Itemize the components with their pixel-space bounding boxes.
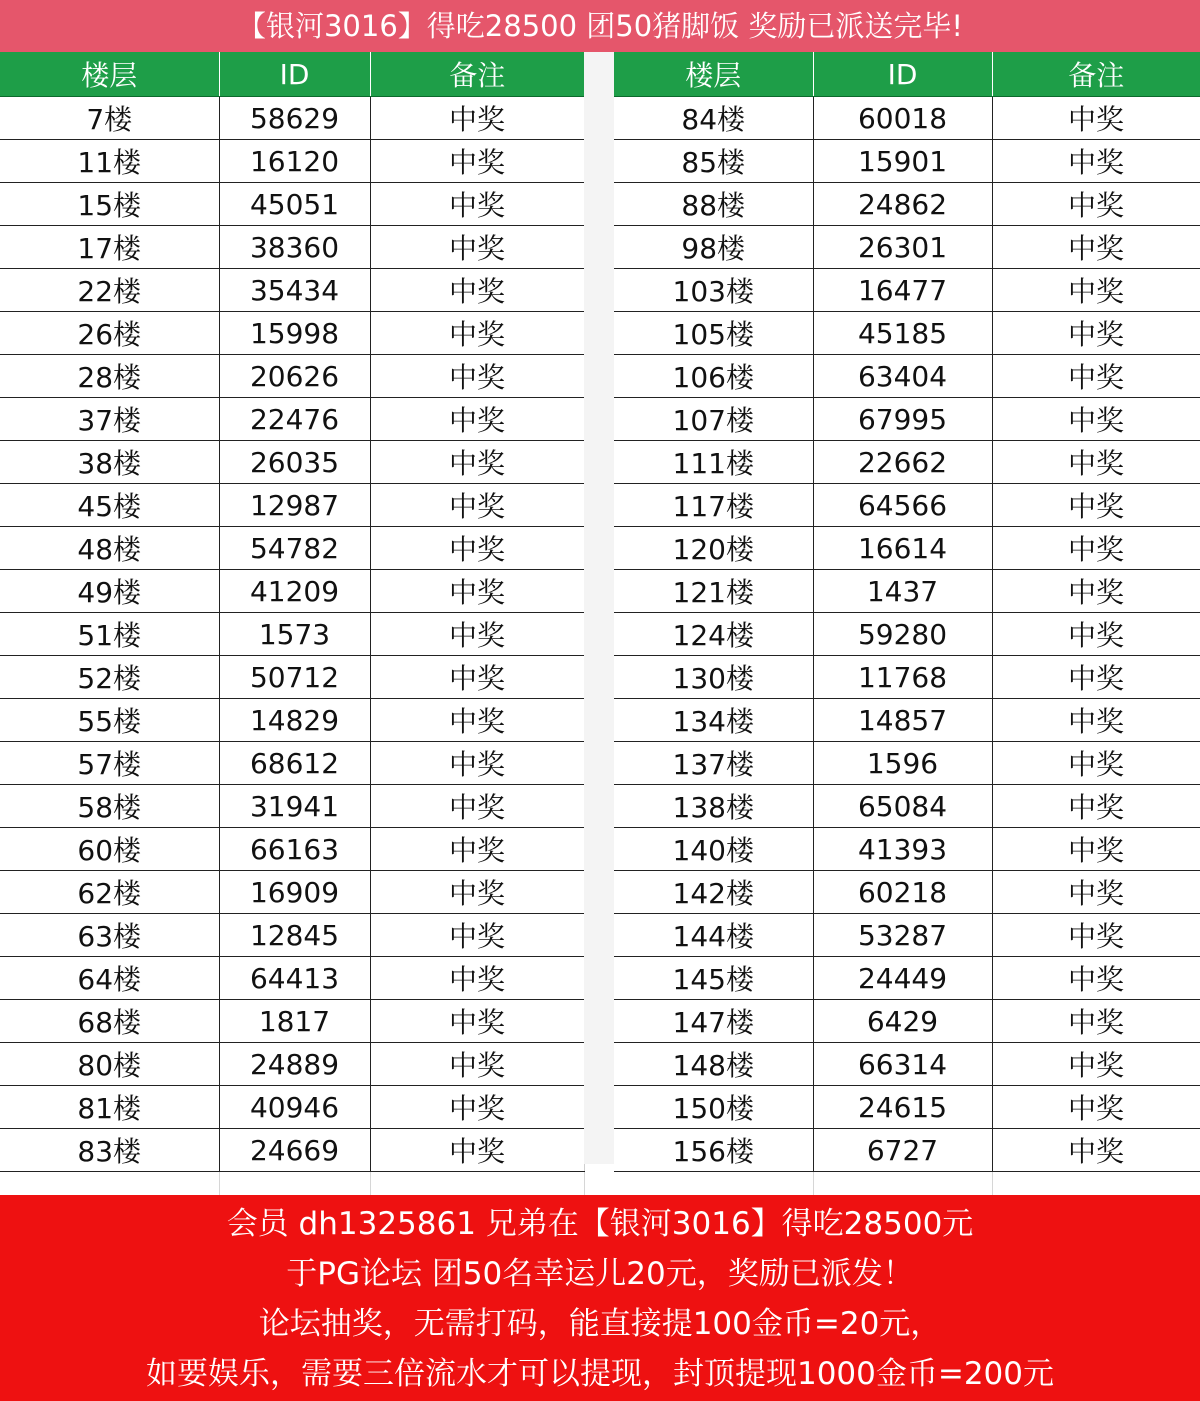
floor-cell: 38楼 (0, 441, 219, 484)
note-cell: 中奖 (992, 441, 1200, 484)
id-cell: 1596 (813, 742, 992, 785)
note-cell: 中奖 (370, 957, 584, 1000)
header-floor: 楼层 (614, 52, 813, 97)
table-row (614, 1000, 1200, 1043)
header-id: ID (219, 52, 370, 97)
floor-cell: 17楼 (0, 226, 219, 269)
floor-cell: 55楼 (0, 699, 219, 742)
table-row (0, 699, 584, 742)
id-cell: 24889 (219, 1043, 370, 1086)
id-cell: 26035 (219, 441, 370, 484)
table-row (0, 656, 584, 699)
note-cell: 中奖 (992, 1129, 1200, 1172)
id-cell: 35434 (219, 269, 370, 312)
id-cell: 50712 (219, 656, 370, 699)
id-cell: 45185 (813, 312, 992, 355)
table-row (0, 914, 584, 957)
footer-banner (0, 1195, 1200, 1401)
id-cell: 68612 (219, 742, 370, 785)
header-note: 备注 (370, 52, 584, 97)
floor-cell: 37楼 (0, 398, 219, 441)
winners-table-left (0, 52, 585, 1202)
note-cell: 中奖 (992, 785, 1200, 828)
id-cell: 64413 (219, 957, 370, 1000)
floor-cell: 105楼 (614, 312, 813, 355)
table-row (614, 140, 1200, 183)
floor-cell: 51楼 (0, 613, 219, 656)
id-cell: 53287 (813, 914, 992, 957)
floor-cell: 58楼 (0, 785, 219, 828)
id-cell: 64566 (813, 484, 992, 527)
note-cell: 中奖 (370, 699, 584, 742)
note-cell: 中奖 (992, 183, 1200, 226)
note-cell: 中奖 (370, 871, 584, 914)
floor-cell: 145楼 (614, 957, 813, 1000)
header-id: ID (813, 52, 992, 97)
floor-cell: 148楼 (614, 1043, 813, 1086)
floor-cell: 81楼 (0, 1086, 219, 1129)
table-row (0, 742, 584, 785)
floor-cell: 156楼 (614, 1129, 813, 1172)
floor-cell: 22楼 (0, 269, 219, 312)
header-note: 备注 (992, 52, 1200, 97)
note-cell: 中奖 (992, 1086, 1200, 1129)
table-row (614, 656, 1200, 699)
table-row (614, 527, 1200, 570)
floor-cell: 85楼 (614, 140, 813, 183)
table-row (614, 398, 1200, 441)
table-row (0, 97, 584, 140)
floor-cell: 120楼 (614, 527, 813, 570)
id-cell: 66314 (813, 1043, 992, 1086)
id-cell: 40946 (219, 1086, 370, 1129)
note-cell: 中奖 (992, 97, 1200, 140)
id-cell: 24669 (219, 1129, 370, 1172)
table-body-right (614, 97, 1200, 1203)
footer-line: 会员 dh1325861 兄弟在【银河3016】得吃28500元 (226, 1206, 974, 1242)
note-cell: 中奖 (370, 97, 584, 140)
note-cell: 中奖 (992, 914, 1200, 957)
id-cell: 38360 (219, 226, 370, 269)
id-cell: 63404 (813, 355, 992, 398)
table-row (614, 441, 1200, 484)
note-cell: 中奖 (370, 441, 584, 484)
id-cell: 26301 (813, 226, 992, 269)
id-cell: 16477 (813, 269, 992, 312)
id-cell: 31941 (219, 785, 370, 828)
floor-cell: 142楼 (614, 871, 813, 914)
id-cell: 11768 (813, 656, 992, 699)
id-cell: 1573 (219, 613, 370, 656)
footer-line: 如要娱乐，需要三倍流水才可以提现，封顶提现1000金币=200元 (145, 1356, 1055, 1392)
note-cell: 中奖 (370, 269, 584, 312)
id-cell: 58629 (219, 97, 370, 140)
id-cell: 20626 (219, 355, 370, 398)
note-cell: 中奖 (370, 1043, 584, 1086)
note-cell: 中奖 (370, 1086, 584, 1129)
note-cell: 中奖 (992, 140, 1200, 183)
table-row (0, 355, 584, 398)
floor-cell: 134楼 (614, 699, 813, 742)
note-cell: 中奖 (370, 183, 584, 226)
table-header-row (614, 52, 1200, 97)
table-row (614, 742, 1200, 785)
id-cell: 22476 (219, 398, 370, 441)
floor-cell: 144楼 (614, 914, 813, 957)
table-body-left (0, 97, 584, 1203)
note-cell: 中奖 (992, 699, 1200, 742)
id-cell: 41393 (813, 828, 992, 871)
floor-cell: 117楼 (614, 484, 813, 527)
floor-cell: 63楼 (0, 914, 219, 957)
note-cell: 中奖 (370, 742, 584, 785)
note-cell: 中奖 (992, 398, 1200, 441)
table-row (614, 914, 1200, 957)
table-row (0, 785, 584, 828)
note-cell: 中奖 (370, 140, 584, 183)
id-cell: 14857 (813, 699, 992, 742)
id-cell: 65084 (813, 785, 992, 828)
floor-cell: 28楼 (0, 355, 219, 398)
id-cell: 67995 (813, 398, 992, 441)
note-cell: 中奖 (992, 527, 1200, 570)
id-cell: 24449 (813, 957, 992, 1000)
id-cell: 22662 (813, 441, 992, 484)
table-row (614, 1086, 1200, 1129)
table-row (614, 570, 1200, 613)
id-cell: 60218 (813, 871, 992, 914)
id-cell: 6429 (813, 1000, 992, 1043)
table-row (614, 785, 1200, 828)
floor-cell: 83楼 (0, 1129, 219, 1172)
table-row (614, 97, 1200, 140)
table-row (614, 828, 1200, 871)
id-cell: 24615 (813, 1086, 992, 1129)
id-cell: 24862 (813, 183, 992, 226)
id-cell: 41209 (219, 570, 370, 613)
note-cell: 中奖 (370, 527, 584, 570)
id-cell: 15998 (219, 312, 370, 355)
note-cell: 中奖 (370, 570, 584, 613)
note-cell: 中奖 (992, 570, 1200, 613)
id-cell: 16909 (219, 871, 370, 914)
table-row (614, 484, 1200, 527)
note-cell: 中奖 (370, 613, 584, 656)
table-row (0, 226, 584, 269)
floor-cell: 111楼 (614, 441, 813, 484)
table-row (0, 613, 584, 656)
table-gap (584, 52, 614, 1164)
table-row (0, 570, 584, 613)
note-cell: 中奖 (992, 269, 1200, 312)
table-row (0, 828, 584, 871)
floor-cell: 7楼 (0, 97, 219, 140)
id-cell: 16614 (813, 527, 992, 570)
note-cell: 中奖 (992, 1000, 1200, 1043)
note-cell: 中奖 (370, 656, 584, 699)
floor-cell: 147楼 (614, 1000, 813, 1043)
table-row (0, 183, 584, 226)
note-cell: 中奖 (992, 1043, 1200, 1086)
floor-cell: 137楼 (614, 742, 813, 785)
table-row (0, 1000, 584, 1043)
floor-cell: 138楼 (614, 785, 813, 828)
id-cell: 16120 (219, 140, 370, 183)
note-cell: 中奖 (992, 828, 1200, 871)
table-row (0, 1086, 584, 1129)
floor-cell: 64楼 (0, 957, 219, 1000)
table-row (0, 871, 584, 914)
table-row (0, 140, 584, 183)
table-row (614, 312, 1200, 355)
note-cell: 中奖 (370, 785, 584, 828)
table-row (614, 1129, 1200, 1172)
floor-cell: 107楼 (614, 398, 813, 441)
note-cell: 中奖 (992, 484, 1200, 527)
table-row (614, 355, 1200, 398)
footer-line: 于PG论坛 团50名幸运儿20元，奖励已派发！ (286, 1256, 914, 1292)
note-cell: 中奖 (992, 871, 1200, 914)
floor-cell: 106楼 (614, 355, 813, 398)
id-cell: 59280 (813, 613, 992, 656)
id-cell: 14829 (219, 699, 370, 742)
id-cell: 60018 (813, 97, 992, 140)
note-cell: 中奖 (370, 1000, 584, 1043)
table-row (614, 226, 1200, 269)
floor-cell: 98楼 (614, 226, 813, 269)
id-cell: 54782 (219, 527, 370, 570)
floor-cell: 62楼 (0, 871, 219, 914)
floor-cell: 45楼 (0, 484, 219, 527)
floor-cell: 121楼 (614, 570, 813, 613)
table-row (614, 183, 1200, 226)
id-cell: 1437 (813, 570, 992, 613)
floor-cell: 57楼 (0, 742, 219, 785)
note-cell: 中奖 (992, 226, 1200, 269)
table-row (0, 1129, 584, 1172)
note-cell: 中奖 (370, 312, 584, 355)
floor-cell: 52楼 (0, 656, 219, 699)
table-row (0, 398, 584, 441)
floor-cell: 88楼 (614, 183, 813, 226)
table-row (0, 957, 584, 1000)
floor-cell: 124楼 (614, 613, 813, 656)
note-cell: 中奖 (370, 914, 584, 957)
floor-cell: 150楼 (614, 1086, 813, 1129)
page-title: 【银河3016】得吃28500 团50猪脚饭 奖励已派送完毕! (0, 0, 1200, 52)
table-header-row (0, 52, 584, 97)
note-cell: 中奖 (992, 312, 1200, 355)
note-cell: 中奖 (370, 828, 584, 871)
note-cell: 中奖 (992, 957, 1200, 1000)
id-cell: 45051 (219, 183, 370, 226)
table-row (614, 613, 1200, 656)
id-cell: 66163 (219, 828, 370, 871)
note-cell: 中奖 (370, 1129, 584, 1172)
table-row (614, 1043, 1200, 1086)
table-row (614, 699, 1200, 742)
id-cell: 1817 (219, 1000, 370, 1043)
id-cell: 15901 (813, 140, 992, 183)
note-cell: 中奖 (992, 742, 1200, 785)
floor-cell: 48楼 (0, 527, 219, 570)
table-row (0, 312, 584, 355)
floor-cell: 49楼 (0, 570, 219, 613)
id-cell: 6727 (813, 1129, 992, 1172)
winners-table-right (614, 52, 1200, 1202)
floor-cell: 26楼 (0, 312, 219, 355)
table-row (0, 1043, 584, 1086)
note-cell: 中奖 (370, 355, 584, 398)
note-cell: 中奖 (370, 484, 584, 527)
id-cell: 12845 (219, 914, 370, 957)
table-row (614, 957, 1200, 1000)
floor-cell: 68楼 (0, 1000, 219, 1043)
table-row (614, 269, 1200, 312)
note-cell: 中奖 (370, 226, 584, 269)
note-cell: 中奖 (370, 398, 584, 441)
table-row (614, 871, 1200, 914)
id-cell: 12987 (219, 484, 370, 527)
note-cell: 中奖 (992, 355, 1200, 398)
table-row (0, 269, 584, 312)
table-row (0, 527, 584, 570)
floor-cell: 130楼 (614, 656, 813, 699)
header-floor: 楼层 (0, 52, 219, 97)
floor-cell: 103楼 (614, 269, 813, 312)
footer-line: 论坛抽奖，无需打码，能直接提100金币=20元， (258, 1306, 942, 1342)
note-cell: 中奖 (992, 613, 1200, 656)
floor-cell: 84楼 (614, 97, 813, 140)
table-row (0, 441, 584, 484)
floor-cell: 15楼 (0, 183, 219, 226)
table-row (0, 484, 584, 527)
note-cell: 中奖 (992, 656, 1200, 699)
floor-cell: 60楼 (0, 828, 219, 871)
floor-cell: 11楼 (0, 140, 219, 183)
floor-cell: 80楼 (0, 1043, 219, 1086)
floor-cell: 140楼 (614, 828, 813, 871)
